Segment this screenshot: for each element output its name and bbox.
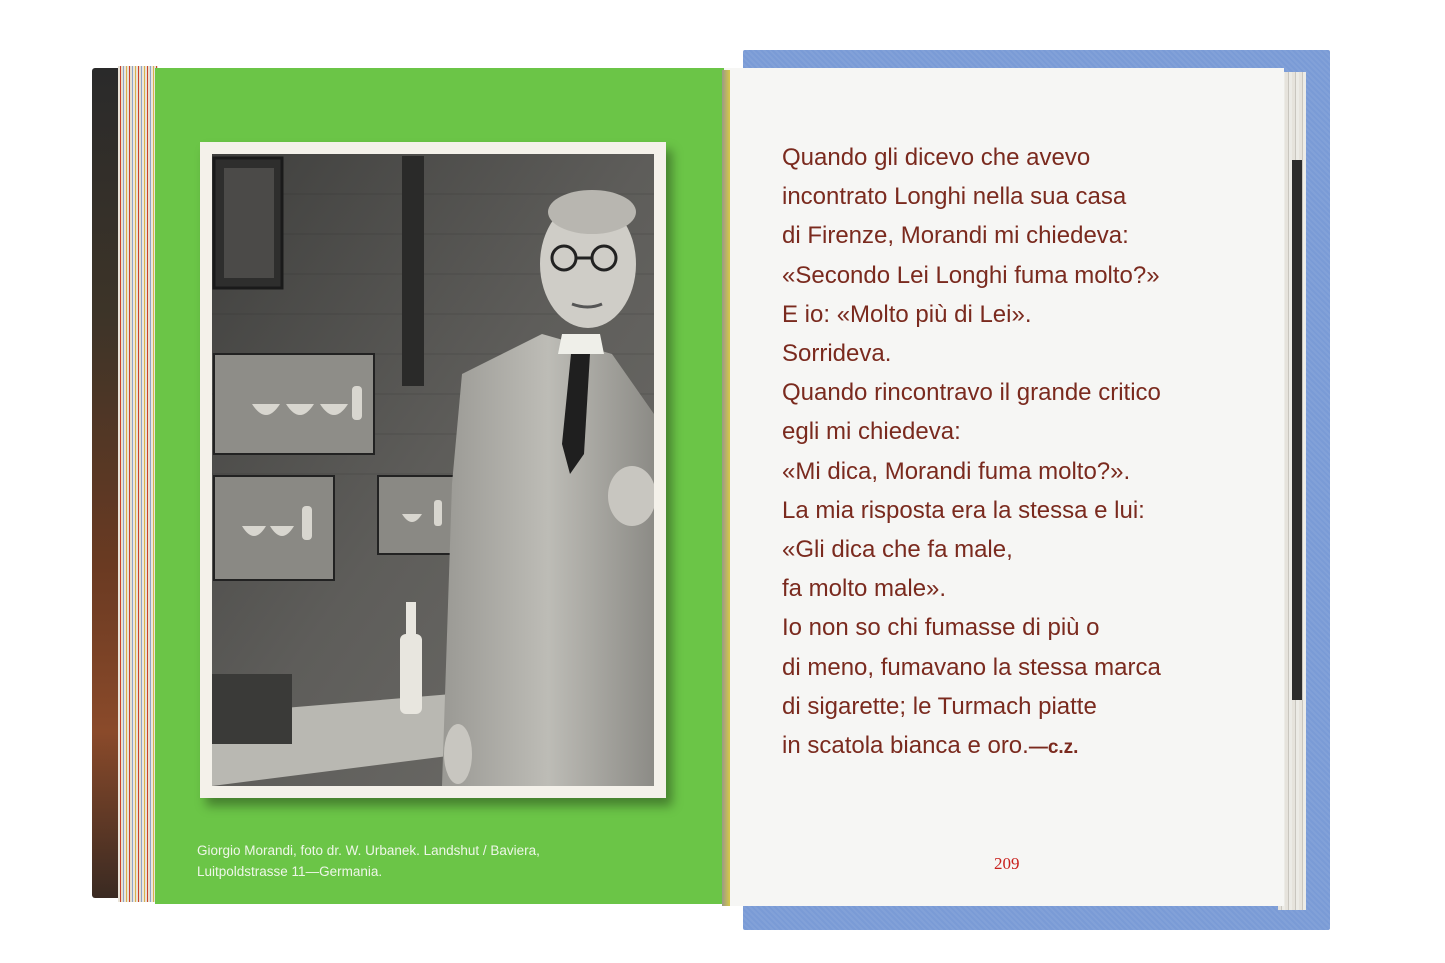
left-page <box>155 68 725 904</box>
page-number: 209 <box>994 854 1020 873</box>
caption-line-2: Luitpoldstrasse 11—Germania. <box>197 864 383 879</box>
poem-line: di Firenze, Morandi mi chiedeva: <box>782 222 1129 250</box>
portrait-illustration <box>212 154 654 786</box>
page-edge-strip <box>1292 160 1302 700</box>
photo-print <box>200 142 666 798</box>
poem-line: di meno, fumavano la stessa marca <box>782 653 1161 681</box>
poem-line-last <box>782 726 1161 767</box>
poem-line: Io non so chi fumasse di più o <box>782 614 1100 642</box>
poem-line: incontrato Longhi nella sua casa <box>782 183 1127 211</box>
poem-line: Quando rincontravo il grande critico <box>782 379 1161 407</box>
portrait-photo <box>212 154 654 786</box>
signature: —c.z. <box>1028 737 1079 759</box>
book-gutter <box>722 70 730 906</box>
left-page-stack <box>118 66 158 902</box>
caption-line-1: Giorgio Morandi, foto dr. W. Urbanek. Landshut / Baviera, <box>197 843 540 858</box>
poem-line: egli mi chiedeva: <box>782 418 961 446</box>
poem-line: di sigarette; le Turmach piatte <box>782 692 1097 720</box>
poem-line: «Gli dica che fa male, <box>782 536 1013 564</box>
poem-line: La mia risposta era la stessa e lui: <box>782 496 1145 524</box>
poem-line: Sorrideva. <box>782 340 892 368</box>
poem-text <box>782 138 1161 767</box>
poem-line: «Secondo Lei Longhi fuma molto?» <box>782 261 1160 289</box>
poem-line: «Mi dica, Morandi fuma molto?». <box>782 457 1131 485</box>
right-page <box>724 68 1284 906</box>
poem-line: Quando gli dicevo che avevo <box>782 144 1091 171</box>
poem-line: fa molto male». <box>782 575 947 603</box>
poem-line: E io: «Molto più di Lei». <box>782 300 1032 328</box>
poem-line-text: in scatola bianca e oro. <box>782 732 1029 760</box>
photo-caption <box>197 840 540 882</box>
